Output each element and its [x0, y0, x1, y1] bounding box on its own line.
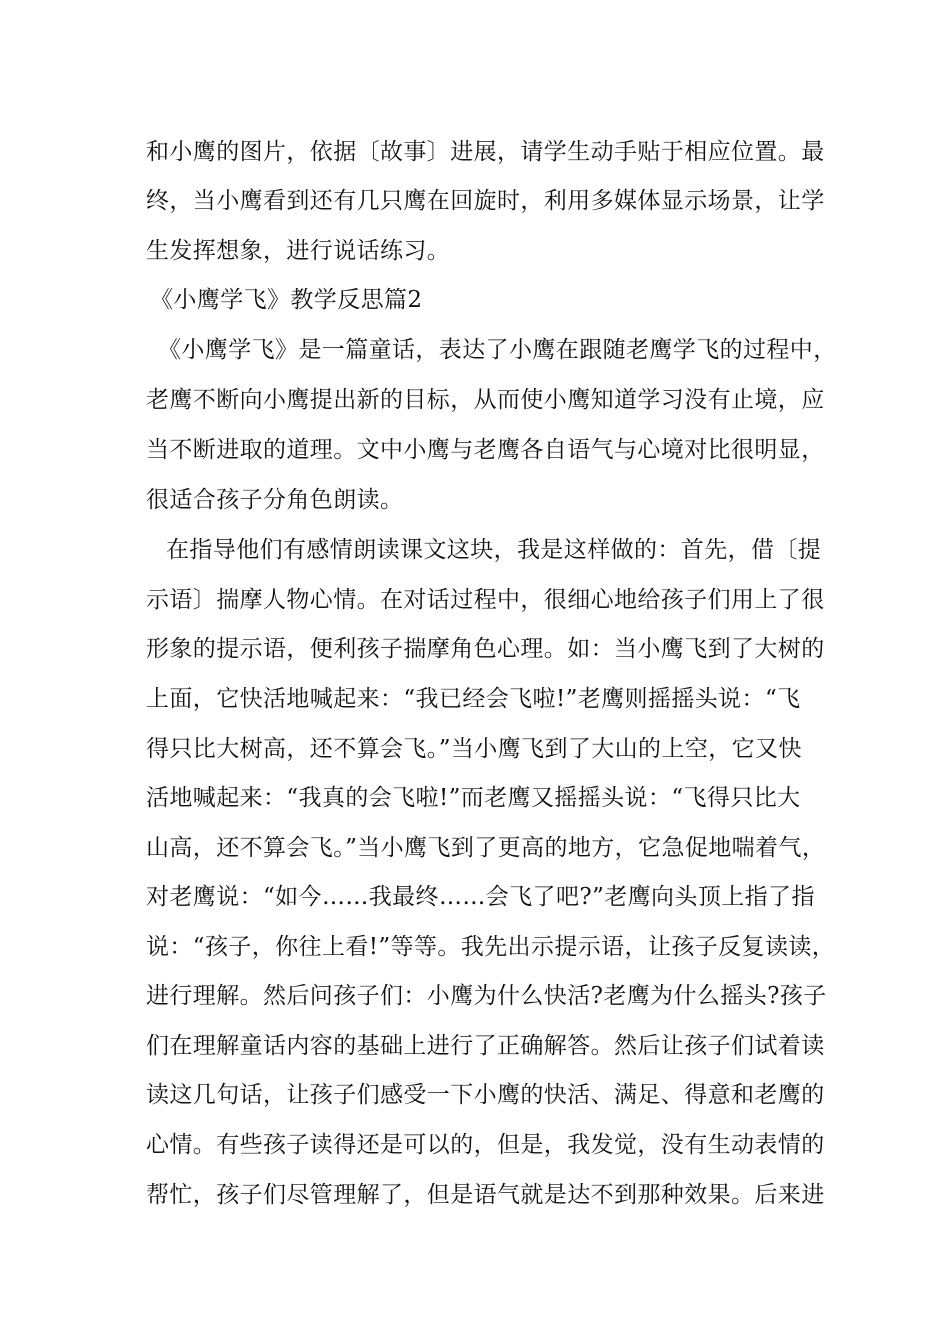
paragraph-line: 上面，它快活地喊起来：“我已经会飞啦!”老鹰则摇摇头说：“飞	[146, 686, 801, 712]
paragraph-line: 山高，还不算会飞。”当小鹰飞到了更高的地方，它急促地喘着气，	[146, 835, 826, 861]
paragraph-line: 老鹰不断向小鹰提出新的目标，从而使小鹰知道学习没有止境，应	[146, 387, 825, 413]
paragraph-line: 读这几句话，让孩子们感受一下小鹰的快活、满足、得意和老鹰的	[146, 1082, 825, 1108]
paragraph-line: 们在理解童话内容的基础上进行了正确解答。然后让孩子们试着读	[146, 1033, 825, 1059]
section-heading: 《小鹰学飞》教学反思篇2	[150, 287, 423, 313]
paragraph-line: 对老鹰说：“如今……我最终……会飞了吧?”老鹰向头顶上指了指	[146, 884, 815, 910]
paragraph-line: 示语〕揣摩人物心情。在对话过程中，很细心地给孩子们用上了很	[146, 587, 825, 613]
paragraph-line: 终，当小鹰看到还有几只鹰在回旋时，利用多媒体显示场景，让学	[146, 188, 825, 214]
paragraph-line: 进行理解。然后问孩子们：小鹰为什么快活?老鹰为什么摇头?孩子	[146, 983, 827, 1009]
paragraph-line: 形象的提示语，便利孩子揣摩角色心理。如：当小鹰飞到了大树的	[146, 636, 825, 662]
paragraph-line: 活地喊起来：“我真的会飞啦!”而老鹰又摇摇头说：“飞得只比大	[146, 785, 801, 811]
paragraph-line: 在指导他们有感情朗读课文这块，我是这样做的：首先，借〔提	[166, 537, 822, 563]
paragraph-line: 说：“孩子，你往上看!”等等。我先出示提示语，让孩子反复读读，	[146, 934, 836, 960]
paragraph-line: 帮忙，孩子们尽管理解了，但是语气就是达不到那种效果。后来进	[146, 1182, 825, 1208]
paragraph-line: 得只比大树高，还不算会飞。”当小鹰飞到了大山的上空，它又快	[146, 736, 802, 762]
paragraph-line: 很适合孩子分角色朗读。	[146, 487, 404, 513]
paragraph-line: 和小鹰的图片，依据〔故事〕进展，请学生动手贴于相应位置。最	[146, 139, 825, 165]
paragraph-line: 《小鹰学飞》是一篇童话，表达了小鹰在跟随老鹰学飞的过程中，	[158, 337, 837, 363]
paragraph-line: 心情。有些孩子读得还是可以的，但是，我发觉，没有生动表情的	[146, 1132, 825, 1158]
paragraph-line: 生发挥想象，进行说话练习。	[146, 238, 451, 264]
paragraph-line: 当不断进取的道理。文中小鹰与老鹰各自语气与心境对比很明显，	[146, 437, 825, 463]
